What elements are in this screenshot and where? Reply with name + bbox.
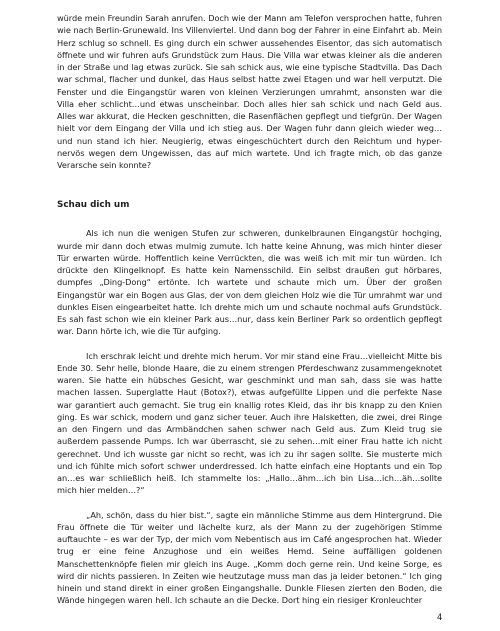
spacer [57, 497, 442, 509]
section-heading: Schau dich um [57, 200, 130, 211]
body-paragraph: Als ich nun die wenigen Stufen zur schweren, dunkelbraunen Eingangstür hochging, wurde mir dann doch etwas mulmig zumute. Ich hatte keine Ahnung, was mich hinter dieser Tür erwarten würde. Hoffentlich keine Verrückten, die was weiß ich mit mir tun würden. Ich drückte den Klingelknopf. Es hatte kein Namensschild. Ein selbst draußen gut hörbares, dumpfes „Ding-Dong“ ertönte. Ich wartete und schaute mich um. Über der großen Eingangstür war ein Bogen aus Glas, der von dem gleichen Holz wie die Tür umrahmt war und dunkles Eisen eingearbeitet hatte. Ich drehte mich um und schaute nochmal aufs Grundstück. Es sah fast schon wie ein kleiner Park aus…nur, dass kein Berliner Park so ordentlich gepflegt war. Dann hörte ich, wie die Tür aufging. [57, 228, 442, 337]
spacer [57, 211, 442, 227]
spacer [57, 171, 442, 199]
body-paragraph: „Ah, schön, dass du hier bist.“, sagte ein männliche Stimme aus dem Hintergrund. Die Frau öffnete die Tür weiter und lächelte kurz, als der Mann zu der zugehörigen Stimme auftauchte – es war der Typ, der mich vom Nebentisch aus im Café angesprochen hat. Wieder trug er eine feine Anzughose und ein weißes Hemd. Seine auffälligen goldenen Manschettenknöpfe fielen mir gleich ins Auge. „Komm doch gerne rein. Und keine Sorge, es wird dir nichts passieren. In Zeiten wie heutzutage muss man das ja leider betonen.“ Ich ging hinein und stand direkt in einer großen Eingangshalle. Dunkle Fliesen zierten den Boden, die Wände hingegen waren hell. Ich schaute an die Decke. Dort hing ein riesiger Kronleuchter [57, 509, 442, 606]
page-number: 4 [437, 612, 443, 622]
body-paragraph: Ich erschrak leicht und drehte mich herum. Vor mir stand eine Frau…vielleicht Mitte bis Ende 30. Sehr helle, blonde Haare, die zu einem strengen Pferdeschwanz zusammengeknotet waren. Sie hatte ein hübsches Gesicht, war geschminkt und man sah, dass sie was hatte machen lassen. Superglatte Haut (Botox?), etwas aufgefüllte Lippen und die perfekte Nase war garantiert auch gemacht. Sie trug ein knallig rotes Kleid, das ihr bis knapp zu den Knien ging. Es war schick, modern und ganz sicher teuer. Auch ihre Halsketten, die zwei, drei Ringe an den Fingern und das Armbändchen sahen schwer nach Geld aus. Zum Kleid trug sie außerdem passende Pumps. Ich war überrascht, sie zu sehen…mit einer Frau hatte ich nicht gerechnet. Und ich wusste gar nicht so recht, was ich zu ihr sagen sollte. Sie musterte mich und ich fühlte mich sofort schwer underdressed. Ich hatte einfach eine Hoptants und ein Top an…es war schließlich heiß. Ich stammelte los: „Hallo…ähm…ich bin Lisa…ich…äh…sollte mich hier melden…?“ [57, 350, 442, 496]
document-page [57, 12, 442, 607]
body-paragraph: würde mein Freundin Sarah anrufen. Doch wie der Mann am Telefon versprochen hatte, fuhren wie nach Berlin-Grunewald. Ins Villenviertel. Und dann bog der Fahrer in eine Einfahrt ab. Mein Herz schlug so schnell. Es ging durch ein schwer aussehendes Eisentor, das sich automatisch öffnete und wir fuhren aufs Grundstück zum Haus. Die Villa war etwas kleiner als die anderen in der Straße und lag etwas zurück. Sie sah schick aus, wie eine typische Stadtvilla. Das Dach war schmal, flacher und dunkel, das Haus selbst hatte zwei Etagen und war hell verputzt. Die Fenster und die Eingangstür waren von kleinen Verzierungen umrahmt, ansonsten war die Villa eher schlicht…und etwas unscheinbar. Doch alles hier sah schick und nach Geld aus. Alles war akkurat, die Hecken geschnitten, die Rasenflächen gepflegt und tiefgrün. Der Wagen hielt vor dem Eingang der Villa und ich stieg aus. Der Wagen fuhr dann gleich wieder weg…und nun stand ich hier. Neugierig, etwas eingeschüchtert durch den Reichtum und hyper-nervös wegen dem Ungewissen, das auf mich wartete. Und ich fragte mich, ob das ganze Verarsche sein konnte? [57, 13, 442, 170]
spacer [57, 338, 442, 350]
